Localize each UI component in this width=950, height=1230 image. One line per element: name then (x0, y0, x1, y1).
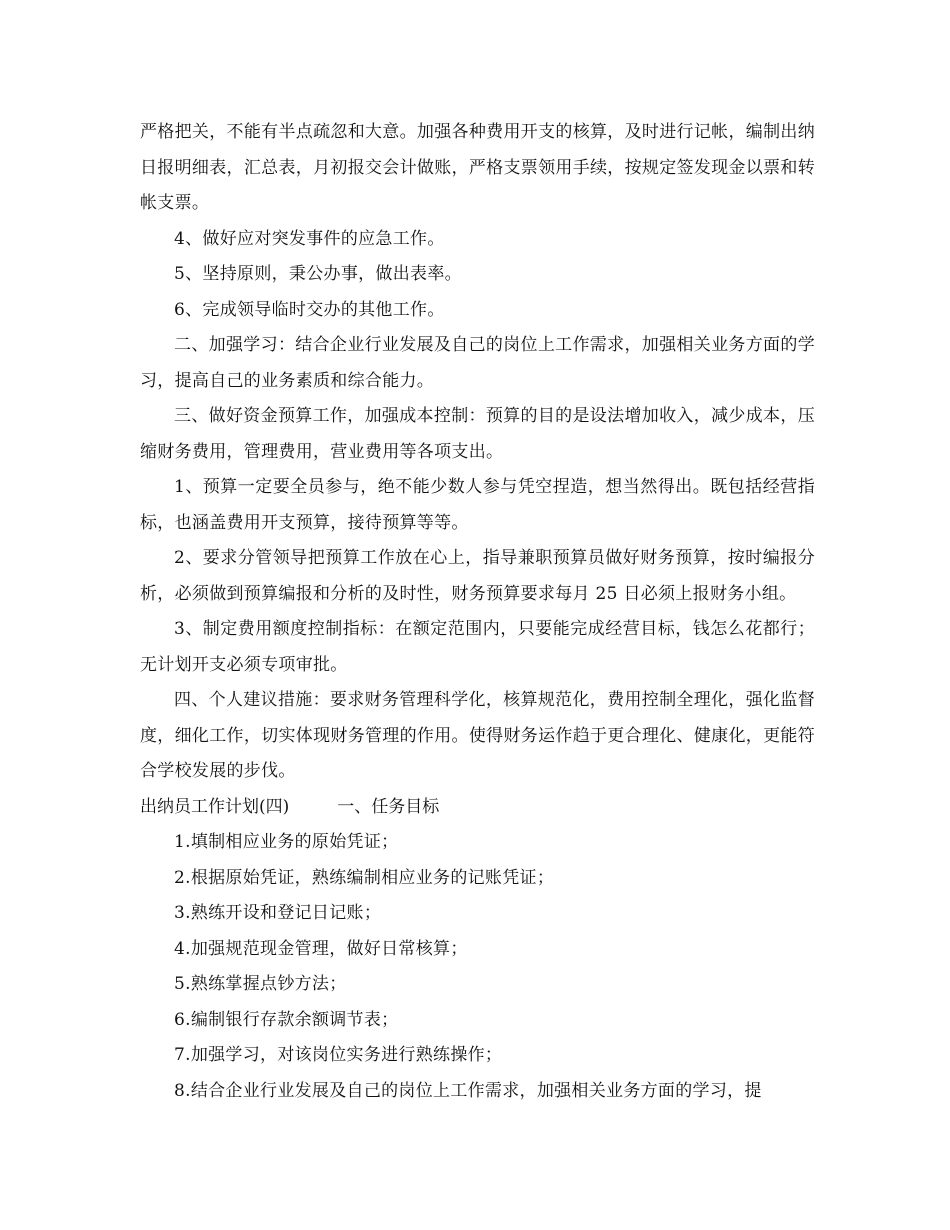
paragraph: 4、做好应对突发事件的应急工作。 (174, 228, 445, 249)
section-title: 出纳员工作计划(四) (140, 796, 290, 817)
section-heading (140, 790, 815, 826)
paragraph: 二、加强学习：结合企业行业发展及自己的岗位上工作需求，加强相关业务方面的学习，提高自己的业务素质和综合能力。 (140, 335, 815, 391)
paragraph: 三、做好资金预算工作，加强成本控制：预算的目的是设法增加收入，减少成本，压缩财务费用，管理费用，营业费用等各项支出。 (140, 406, 815, 462)
list-item: 6.编制银行存款余额调节表； (174, 1009, 399, 1030)
list-item: 2.根据原始凭证，熟练编制相应业务的记账凭证； (174, 867, 555, 888)
list-item: 5.熟练掌握点钞方法； (174, 974, 347, 994)
paragraph: 1、预算一定要全员参与，绝不能少数人参与凭空捏造，想当然得出。既包括经营指标，也涵盖费用开支预算，接待预算等等。 (140, 477, 815, 533)
list-item: 4.加强规范现金管理，做好日常核算； (174, 938, 468, 959)
section-subtitle: 一、任务目标 (337, 796, 440, 817)
list-item: 8.结合企业行业发展及自己的岗位上工作需求，加强相关业务方面的学习，提 (174, 1080, 762, 1101)
paragraph: 四、个人建议措施：要求财务管理科学化，核算规范化，费用控制全理化，强化监督度，细化工作，切实体现财务管理的作用。使得财务运作趋于更合理化、健康化，更能符合学校发展的步伐。 (140, 690, 815, 781)
paragraph: 3、制定费用额度控制指标：在额定范围内，只要能完成经营目标，钱怎么花都行；无计划开支必须专项审批。 (140, 619, 815, 675)
list-item: 7.加强学习，对该岗位实务进行熟练操作； (174, 1045, 503, 1065)
paragraph: 5、坚持原则，秉公办事，做出表率。 (174, 264, 462, 284)
paragraph: 2、要求分管领导把预算工作放在心上，指导兼职预算员做好财务预算，按时编报分析，必须做到预算编报和分析的及时性，财务预算要求每月 25 日必须上报财务小组。 (140, 548, 815, 604)
list-item: 1.填制相应业务的原始凭证； (174, 832, 399, 852)
document-body (140, 115, 815, 1109)
paragraph: 6、完成领导临时交办的其他工作。 (174, 299, 445, 320)
paragraph: 严格把关，不能有半点疏忽和大意。加强各种费用开支的核算，及时进行记帐，编制出纳日报明细表，汇总表，月初报交会计做账，严格支票领用手续，按规定签发现金以票和转帐支票。 (140, 122, 815, 213)
list-item: 3.熟练开设和登记日记账； (174, 903, 382, 923)
